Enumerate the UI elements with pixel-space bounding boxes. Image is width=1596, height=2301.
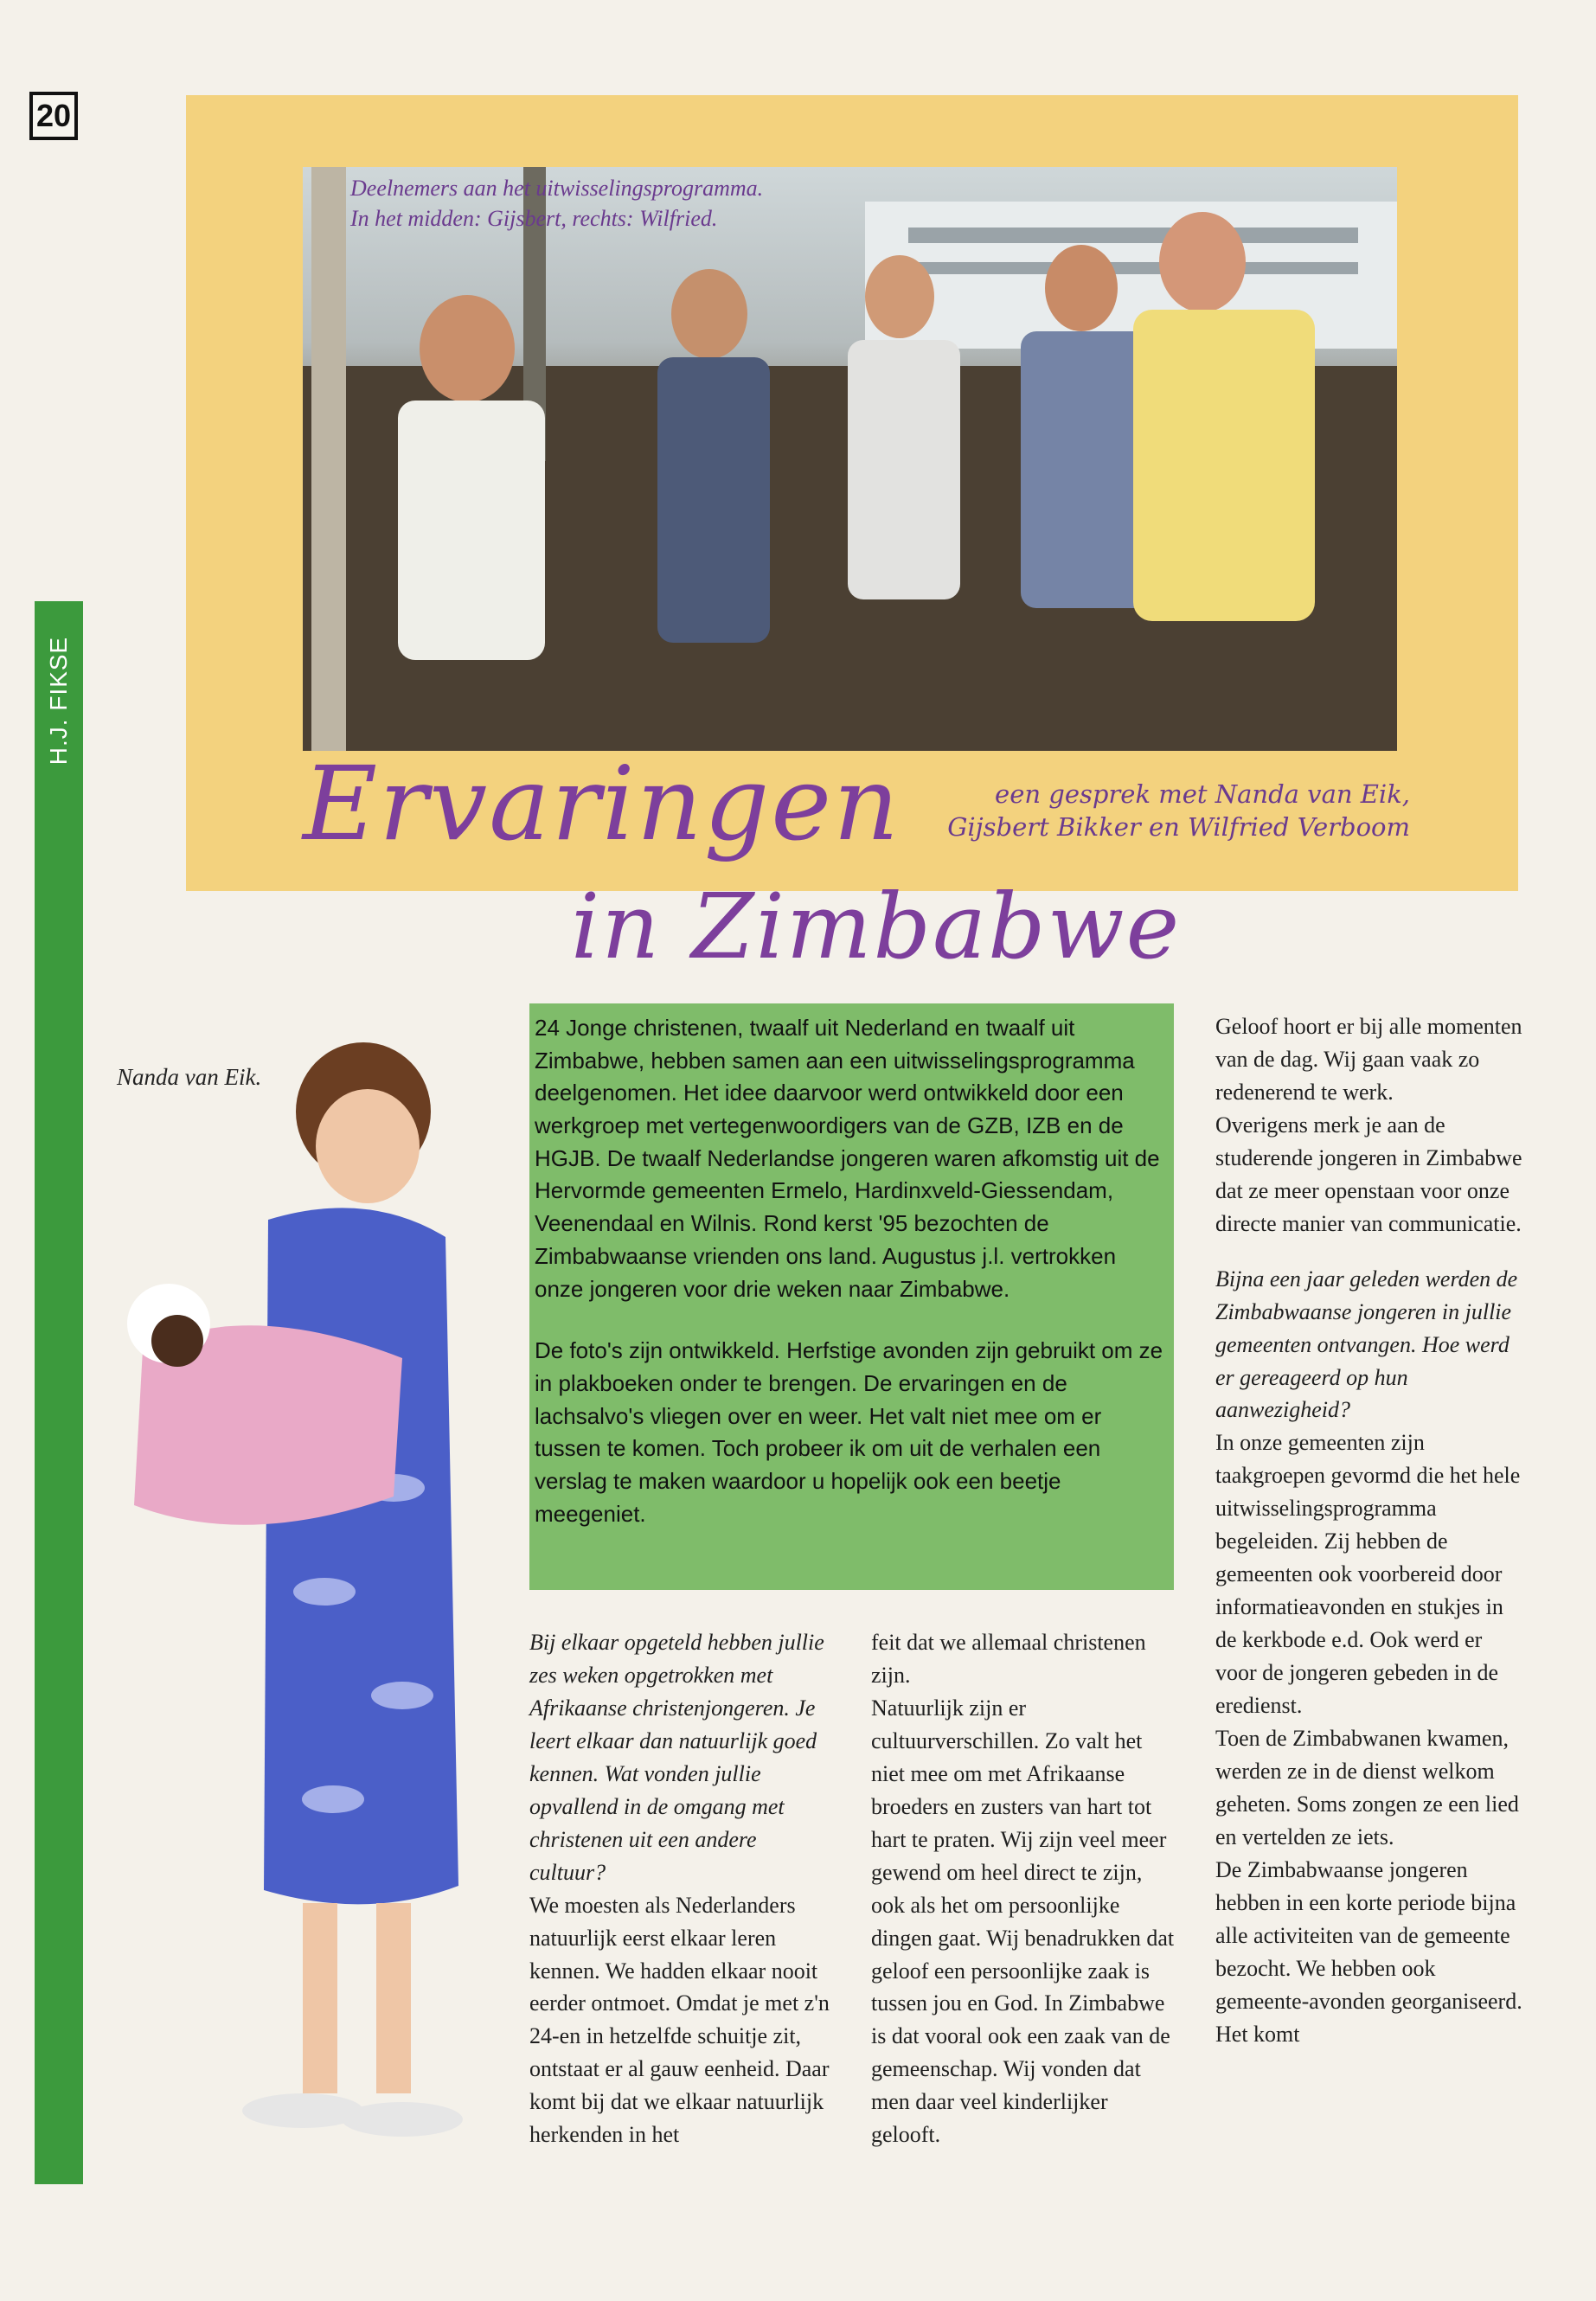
intro-box [529,1003,1174,1590]
group-photo [303,167,1397,751]
column-2-paragraph-2: Natuurlijk zijn er cultuurverschillen. Zo valt het niet mee om met Afrikaanse broeders en zusters van hart tot hart te praten. Wij zijn veel meer gewend om heel direct te zijn, ook als het om persoonlijke dingen gaat. Wij benadrukken dat geloof een persoonlijke zaak is tussen jou en God. In Zimbabwe is dat vooral ook een zaak van de gemeenschap. Wij vonden dat men daar veel kinderlijker gelooft. [871,1695,1175,2148]
article-title-block [303,744,1410,977]
author-side-bar [35,601,83,2184]
column-3-paragraph-5: De Zimbabwaanse jongeren hebben in een korte periode bijna alle activiteiten van de gemeente bezocht. We hebben ook gemeente-avonden georganiseerd. Het komt [1215,1856,1522,2047]
portrait-caption: Nanda van Eik. [117,1064,262,1090]
intro-paragraph-1: 24 Jonge christenen, twaalf uit Nederland en twaalf uit Zimbabwe, hebben samen aan een uitwisselingsprogramma deelgenomen. Het idee daarvoor werd ontwikkeld door een werkgroep met vertegenwoordigers van de GZB, IZB en de HGJB. De twaalf Nederlandse jongeren waren afkomstig uit de Hervormde gemeenten Ermelo, Hardinxveld-Giessendam, Veenendaal en Wilnis. Rond kerst '95 bezochten de Zimbabwaanse vrienden ons land. Augustus j.l. vertrokken onze jongeren voor drie weken naar Zimbabwe. [535,1015,1160,1302]
photo-caption-line1: Deelnemers aan het uitwisselingsprogramma. [350,176,764,201]
photo-caption [350,173,835,234]
group-photo-illustration [303,167,1397,751]
article-subtitle-line1: een gesprek met Nanda van Eik, [995,779,1410,809]
article-subtitle [926,779,1410,843]
article-column-2 [871,1626,1181,2151]
column-3-paragraph-1: Geloof hoort er bij alle momenten van de dag. Wij gaan vaak zo redenerend te werk. [1215,1014,1522,1105]
article-title-line2: in Zimbabwe [571,874,1182,979]
photo-caption-line2: In het midden: Gijsbert, rechts: Wilfried. [350,206,718,232]
article-subtitle-line2: Gijsbert Bikker en Wilfried Verboom [947,811,1410,842]
article-column-3 [1215,1010,1522,2051]
portrait-illustration [117,1038,489,2163]
column-2-paragraph-1: feit dat we allemaal christenen zijn. [871,1630,1146,1688]
article-title-line1: Ervaringen [303,744,901,863]
article-column-1 [529,1626,836,2151]
column-3-paragraph-4: Toen de Zimbabwanen kwamen, werden ze in de dienst welkom geheten. Soms zongen ze een lied en vertelden ze iets. [1215,1726,1519,1849]
author-name: H.J. FIKSE [45,636,72,766]
interview-answer-1: We moesten als Nederlanders natuurlijk eerst elkaar leren kennen. We hadden elkaar nooit eerder ontmoet. Omdat je met z'n 24-en in hetzelfde schuitje zit, ontstaat er al gauw eenheid. Daar komt bij dat we elkaar natuurlijk herkenden in het [529,1892,830,2148]
column-3-paragraph-2: Overigens merk je aan de studerende jongeren in Zimbabwe dat ze meer openstaan voor onze directe manier van communicatie. [1215,1112,1522,1236]
column-3-paragraph-3: In onze gemeenten zijn taakgroepen gevormd die het hele uitwisselingsprogramma begeleiden. Zij hebben de gemeenten ook voorbereid door informatieavonden en stukjes in de kerkbode e.d. Ook werd er voor de jongeren gebeden in de eredienst. [1215,1430,1521,1719]
portrait-photo [117,1038,489,2163]
page-number: 20 [29,92,78,140]
author-label-box [35,601,83,800]
interview-question-2: Bijna een jaar geleden werden de Zimbabwaanse jongeren in jullie gemeenten ontvangen. Hoe werd er gereageerd op hun aanwezigheid? [1215,1266,1518,1423]
intro-paragraph-2: De foto's zijn ontwikkeld. Herfstige avonden zijn gebruikt om ze in plakboeken onder te brengen. De ervaringen en de lachsalvo's vliegen over en weer. Het valt niet mee om er tussen te komen. Toch probeer ik om uit de verhalen een verslag te maken waardoor u hopelijk ook een beetje meegeniet. [535,1337,1163,1527]
interview-question-1: Bij elkaar opgeteld hebben jullie zes weken opgetrokken met Afrikaanse christenjongeren. Je leert elkaar dan natuurlijk goed kennen. Wat vonden jullie opvallend in de omgang met christenen uit een andere cultuur? [529,1630,824,1885]
